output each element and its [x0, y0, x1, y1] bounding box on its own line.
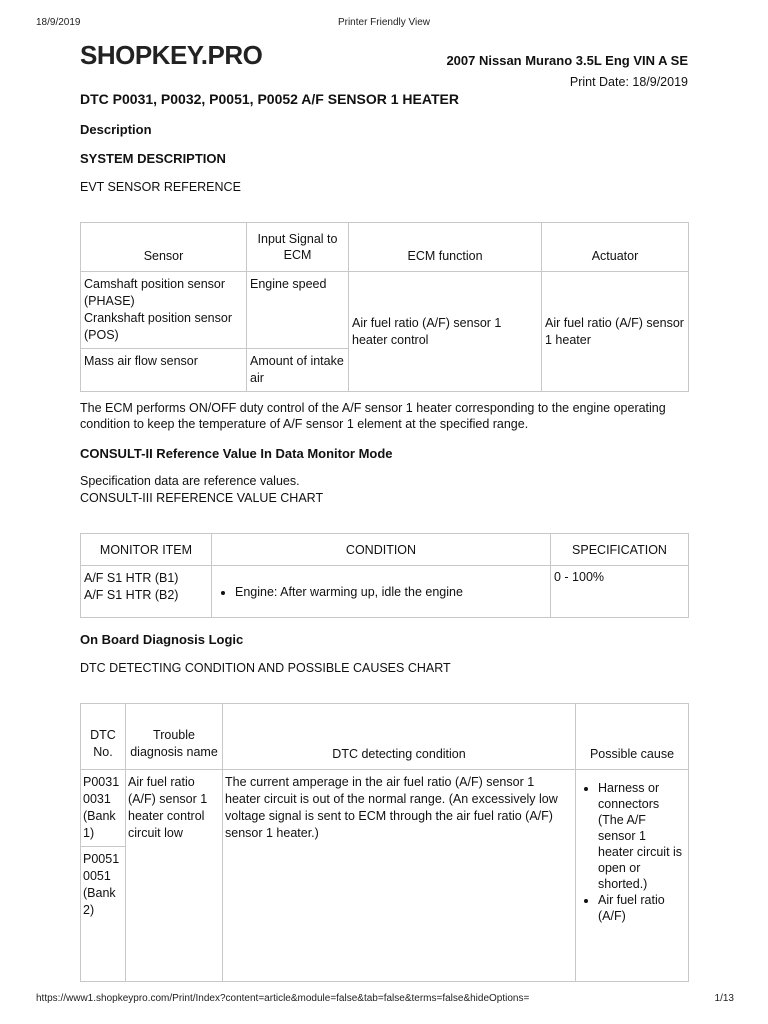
- consult-chart-title: CONSULT-III REFERENCE VALUE CHART: [80, 491, 324, 505]
- document-title: DTC P0031, P0032, P0051, P0052 A/F SENSOR 1 HEATER: [80, 91, 459, 107]
- sensor-reference-table: [80, 222, 689, 392]
- table-cell: 0 - 100%: [551, 566, 689, 618]
- table-header: Sensor: [81, 223, 247, 272]
- table-header: Input Signal to ECM: [247, 223, 349, 272]
- ecm-duty-paragraph: The ECM performs ON/OFF duty control of the A/F sensor 1 heater corresponding to the engine operating condition to keep the temperature of A/F sensor 1 element at the specified range.: [80, 401, 666, 431]
- system-description-heading: SYSTEM DESCRIPTION: [80, 151, 226, 166]
- table-header: SPECIFICATION: [551, 534, 689, 566]
- table-header: MONITOR ITEM: [81, 534, 212, 566]
- table-cell: Camshaft position sensor (PHASE) Crankshaft position sensor (POS): [81, 272, 247, 349]
- print-date-header: 18/9/2019: [36, 17, 81, 28]
- table-cell: [212, 566, 551, 618]
- dtc-chart-title: DTC DETECTING CONDITION AND POSSIBLE CAUSES CHART: [80, 661, 451, 675]
- description-heading: Description: [80, 122, 152, 137]
- table-cell: P0051 0051 (Bank 2): [81, 847, 126, 982]
- list-item: • Engine: After warming up, idle the engine: [235, 585, 547, 599]
- table-header: DTC No.: [81, 704, 126, 770]
- table-header: DTC detecting condition: [223, 704, 576, 770]
- shopkey-pro-logo: SHOPKEY.PRO: [80, 40, 263, 70]
- table-cell: Engine speed: [247, 272, 349, 349]
- table-cell: P0031 0031 (Bank 1): [81, 770, 126, 847]
- table-cell: Mass air flow sensor: [81, 349, 247, 392]
- list-item: • Harness or connectors (The A/F sensor 1 heater circuit is open or shorted.): [598, 780, 684, 892]
- table-header: Trouble diagnosis name: [126, 704, 223, 770]
- spec-note: Specification data are reference values.: [80, 474, 300, 488]
- table-cell: Amount of intake air: [247, 349, 349, 392]
- table-cell: Air fuel ratio (A/F) sensor 1 heater control circuit low: [126, 770, 223, 982]
- table-cell: Air fuel ratio (A/F) sensor 1 heater: [542, 272, 689, 392]
- table-header: CONDITION: [212, 534, 551, 566]
- table-cell: Air fuel ratio (A/F) sensor 1 heater control: [349, 272, 542, 392]
- table-header: Possible cause: [576, 704, 689, 770]
- table-header: ECM function: [349, 223, 542, 272]
- table-cell: A/F S1 HTR (B1) A/F S1 HTR (B2): [81, 566, 212, 618]
- print-date: Print Date: 18/9/2019: [569, 75, 688, 89]
- list-item: • Air fuel ratio (A/F): [598, 892, 684, 924]
- table-cell: [576, 770, 689, 982]
- consult-heading: CONSULT-II Reference Value In Data Monitor Mode: [80, 446, 393, 461]
- table-header: Actuator: [542, 223, 689, 272]
- dtc-conditions-table: [80, 703, 689, 982]
- table-cell: The current amperage in the air fuel ratio (A/F) sensor 1 heater circuit is out of the normal range. (An excessively low voltage signal is sent to ECM through the air fuel ratio (A/F) sensor 1 heater.): [223, 770, 576, 982]
- print-view-title: Printer Friendly View: [337, 17, 431, 28]
- page-number: 1/13: [714, 993, 734, 1004]
- reference-value-table: [80, 533, 689, 618]
- vehicle-name: 2007 Nissan Murano 3.5L Eng VIN A SE: [446, 53, 688, 68]
- obd-logic-heading: On Board Diagnosis Logic: [80, 632, 244, 647]
- evt-sensor-reference: EVT SENSOR REFERENCE: [80, 180, 241, 194]
- footer-url: https://www1.shopkeypro.com/Print/Index?content=article&module=false&tab=false&terms=false&hideOptions=: [36, 993, 530, 1004]
